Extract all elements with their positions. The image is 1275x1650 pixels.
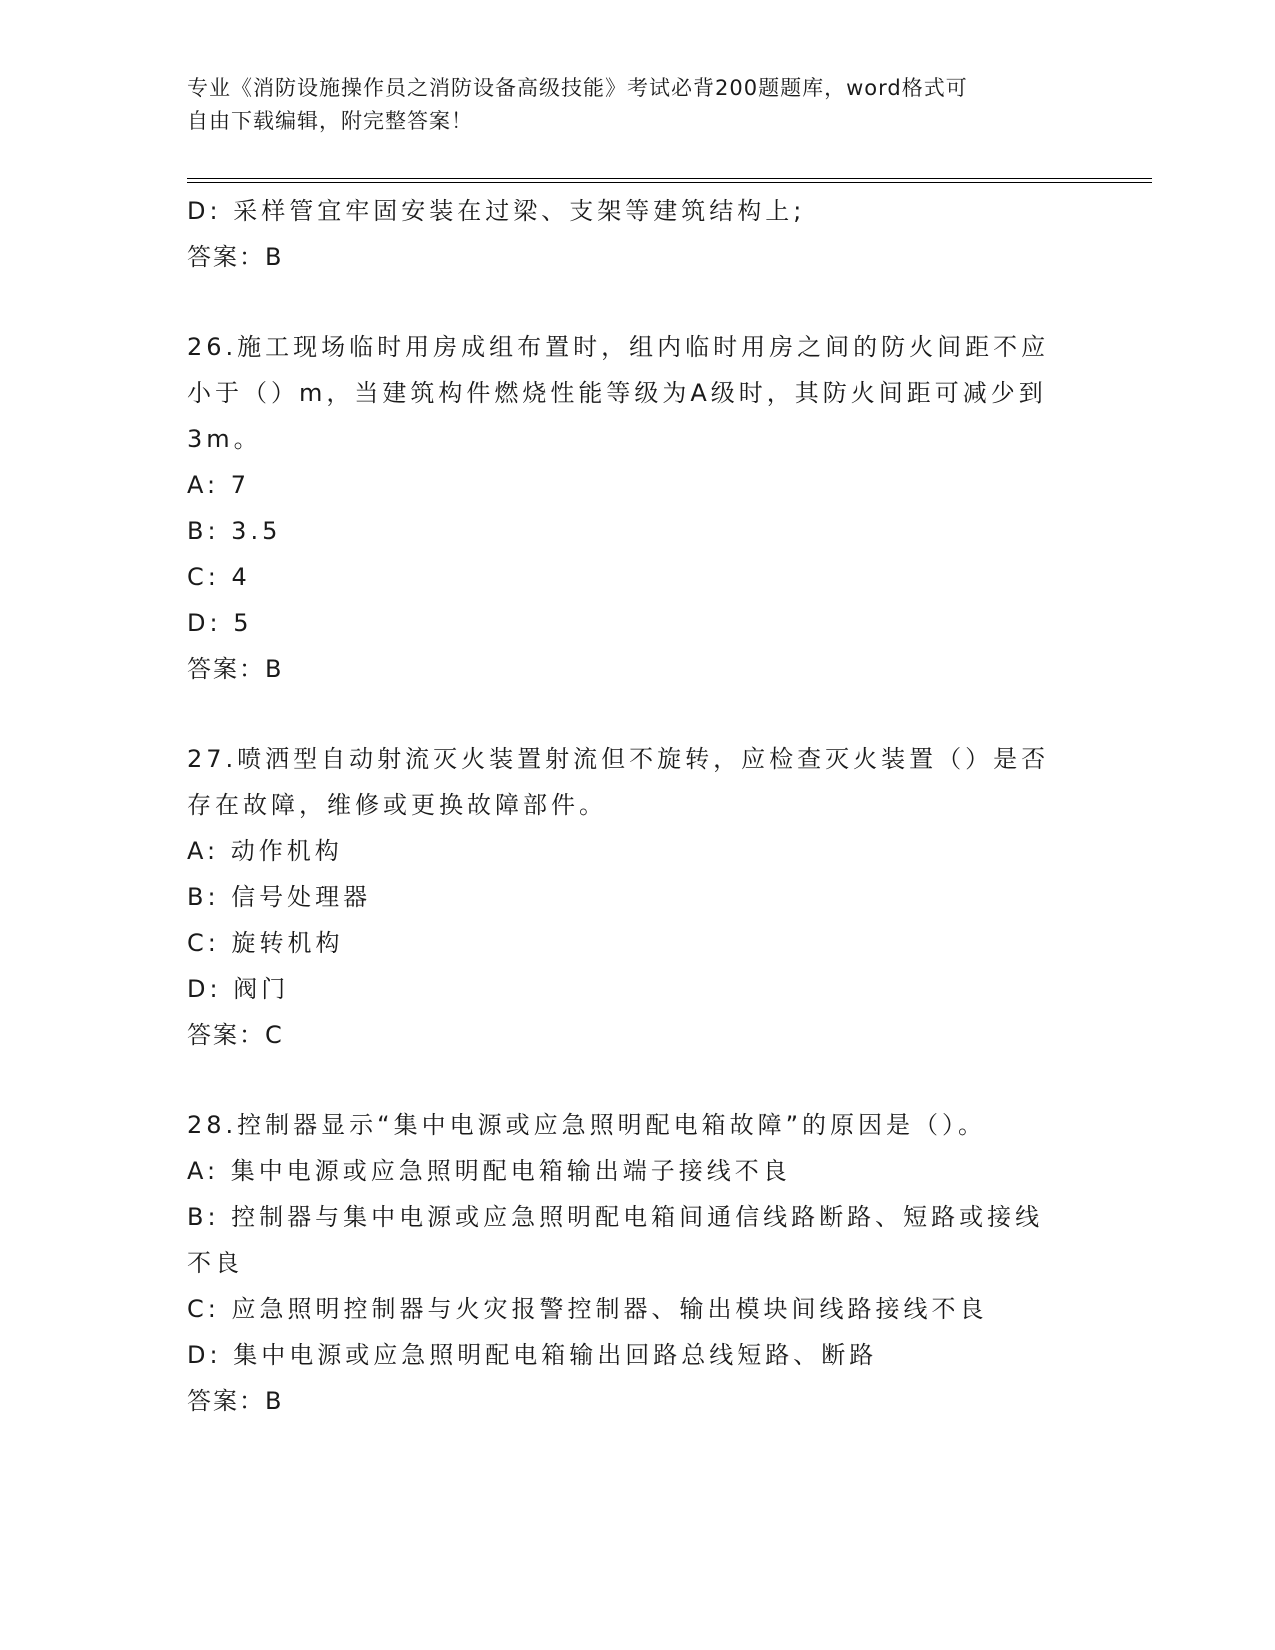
- question-stem-line: 小于（）m，当建筑构件燃烧性能等级为A级时，其防火间距可减少到: [187, 379, 1047, 407]
- question-28: [187, 1102, 1067, 1424]
- option-b: B: 控制器与集中电源或应急照明配电箱间通信线路断路、短路或接线: [187, 1203, 1044, 1231]
- option-b: B: 信号处理器: [187, 883, 372, 911]
- answer-line: 答案：B: [187, 1387, 284, 1415]
- option-c: C: 应急照明控制器与火灾报警控制器、输出模块间线路接线不良: [187, 1295, 988, 1323]
- option-d: D: 采样管宜牢固安装在过梁、支架等建筑结构上;: [187, 197, 806, 225]
- option-d: D: 5: [187, 609, 253, 637]
- question-26: [187, 324, 1067, 692]
- option-c: C: 旋转机构: [187, 929, 344, 957]
- page-header: [187, 72, 1067, 138]
- question-27: [187, 736, 1067, 1058]
- header-line-1: 专业《消防设施操作员之消防设备高级技能》考试必背200题题库，word格式可: [187, 76, 968, 100]
- document-body: [187, 188, 1067, 1424]
- option-a: A: 集中电源或应急照明配电箱输出端子接线不良: [187, 1157, 791, 1185]
- question-stem-line: 28.控制器显示“集中电源或应急照明配电箱故障”的原因是（）。: [187, 1111, 987, 1139]
- answer-line: 答案：B: [187, 243, 284, 271]
- answer-line: 答案：B: [187, 655, 284, 683]
- question-stem-line: 3m。: [187, 425, 262, 453]
- question-stem-line: 27.喷洒型自动射流灭火装置射流但不旋转，应检查灭火装置（）是否: [187, 745, 1050, 773]
- header-divider: [187, 178, 1152, 183]
- option-b-continued: 不良: [187, 1249, 243, 1277]
- option-a: A: 动作机构: [187, 837, 343, 865]
- question-stem-line: 存在故障，维修或更换故障部件。: [187, 791, 607, 819]
- option-d: D: 集中电源或应急照明配电箱输出回路总线短路、断路: [187, 1341, 878, 1369]
- option-d: D: 阀门: [187, 975, 290, 1003]
- option-c: C: 4: [187, 563, 251, 591]
- answer-line: 答案：C: [187, 1021, 284, 1049]
- header-line-2: 自由下载编辑，附完整答案！: [187, 109, 473, 133]
- previous-question-tail: [187, 188, 1067, 280]
- option-b: B: 3.5: [187, 517, 282, 545]
- option-a: A: 7: [187, 471, 250, 499]
- question-stem-line: 26.施工现场临时用房成组布置时，组内临时用房之间的防火间距不应: [187, 333, 1050, 361]
